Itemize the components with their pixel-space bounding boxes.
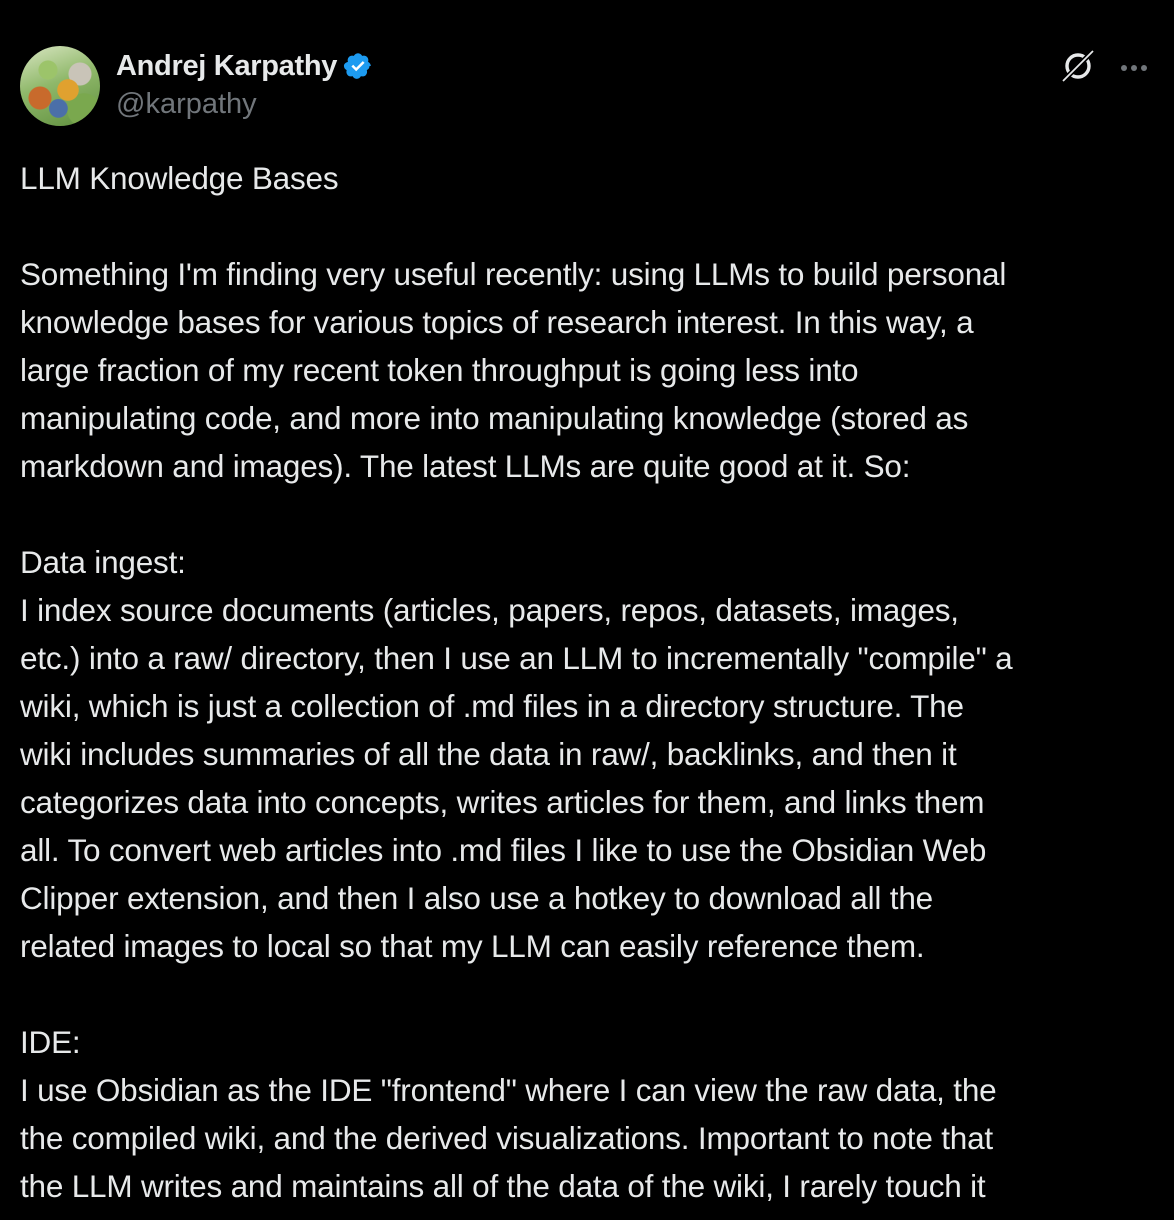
section-heading-data-ingest: Data ingest:	[20, 544, 186, 580]
verified-badge-icon[interactable]	[343, 51, 373, 81]
text-line: markdown and images). The latest LLMs are quite good at it. So:	[20, 448, 911, 484]
text-line: related images to local so that my LLM can easily reference them.	[20, 928, 925, 964]
more-horizontal-icon	[1121, 65, 1127, 71]
text-line: manipulating code, and more into manipulating knowledge (stored as	[20, 400, 969, 436]
author-handle[interactable]: @karpathy	[116, 88, 257, 120]
text-line: knowledge bases for various topics of research interest. In this way, a	[20, 304, 974, 340]
post-title: LLM Knowledge Bases	[20, 160, 339, 196]
tweet-text	[20, 154, 1160, 1210]
text-line: I use Obsidian as the IDE "frontend" where I can view the raw data, the	[20, 1072, 997, 1108]
tweet-header	[0, 0, 1174, 140]
more-dot	[1141, 65, 1147, 71]
grok-button[interactable]	[1056, 46, 1100, 90]
text-line: I index source documents (articles, papers, repos, datasets, images,	[20, 592, 959, 628]
grok-icon	[1056, 44, 1100, 93]
text-line: categorizes data into concepts, writes articles for them, and links them	[20, 784, 985, 820]
paragraph-spacer	[20, 490, 1160, 538]
text-line: Clipper extension, and then I also use a hotkey to download all the	[20, 880, 933, 916]
section-heading-ide: IDE:	[20, 1024, 81, 1060]
text-line: etc.) into a raw/ directory, then I use an LLM to incrementally "compile" a	[20, 640, 1013, 676]
paragraph-spacer	[20, 970, 1160, 1018]
text-line: the LLM writes and maintains all of the data of the wiki, I rarely touch it	[20, 1168, 986, 1204]
text-line: large fraction of my recent token throughput is going less into	[20, 352, 859, 388]
text-line: wiki, which is just a collection of .md files in a directory structure. The	[20, 688, 964, 724]
paragraph-spacer	[20, 202, 1160, 250]
text-line: the compiled wiki, and the derived visualizations. Important to note that	[20, 1120, 993, 1156]
author-name-row	[116, 48, 373, 84]
text-line: wiki includes summaries of all the data in raw/, backlinks, and then it	[20, 736, 957, 772]
text-line: Something I'm finding very useful recently: using LLMs to build personal	[20, 256, 1007, 292]
more-dot	[1131, 65, 1137, 71]
text-line: all. To convert web articles into .md files I like to use the Obsidian Web	[20, 832, 987, 868]
author-display-name[interactable]: Andrej Karpathy	[116, 49, 338, 82]
avatar[interactable]	[20, 46, 100, 126]
more-options-button[interactable]	[1114, 50, 1154, 86]
